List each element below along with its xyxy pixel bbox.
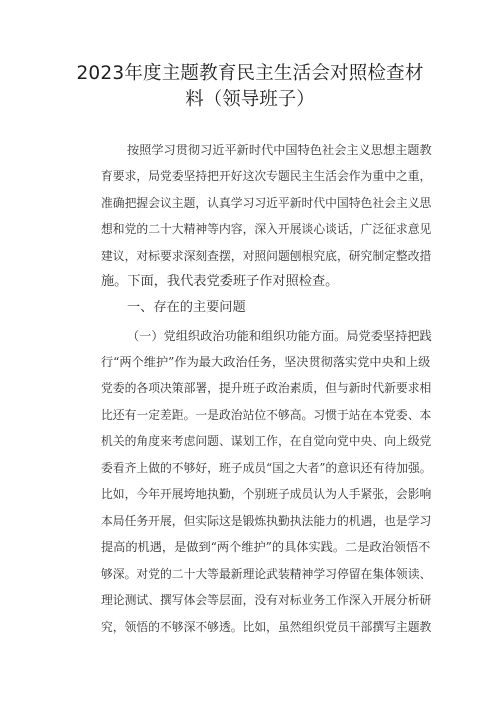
document-title-line-2: 料（领导班子）	[185, 89, 315, 110]
paragraph-2-line-3: 党委的各项决策部署，提升班子政治素质，但与新时代新要求相	[101, 381, 432, 395]
paragraph-2-line-1: （一）党组织政治功能和组织功能方面。局党委坚持把践	[127, 329, 432, 343]
paragraph-2-line-7: 比如，今年开展垮地执勤，个别班子成员认为人手紧张，会影响	[101, 487, 432, 501]
paragraph-2-line-2: 行“两个维护”作为最大政治任务，坚决贯彻落实党中央和上级	[101, 355, 431, 369]
paragraph-1-line-5: 建议，对标要求深刻查摆，对照问题刨根究底，研究制定整改措	[101, 249, 432, 263]
paragraph-1-line-3: 准确把握会议主题，认真学习习近平新时代中国特色社会主义思	[101, 196, 432, 210]
paragraph-1-line-2: 育要求，局党委坚持把开好这次专题民主生活会作为重中之重，	[101, 169, 432, 183]
paragraph-2-line-8: 本局任务开展，但实际这是锻炼执勤执法能力的机遇，也是学习	[101, 514, 432, 528]
paragraph-2-line-6: 委看齐上做的不够好，班子成员“国之大者”的意识还有待加强。	[101, 461, 432, 475]
paragraph-2-line-5: 机关的角度来考虑问题、谋划工作，在自觉向党中央、向上级党	[101, 434, 432, 448]
paragraph-1-line-4: 想和党的二十大精神等内容，深入开展谈心谈话，广泛征求意见	[101, 222, 432, 236]
paragraph-2-line-12: 究，领悟的不够深不够透。比如，虽然组织党员干部撰写主题教	[101, 620, 432, 634]
document-title-line-1: 2023年度主题教育民主生活会对照检查材	[76, 63, 424, 84]
paragraph-2-line-10: 够深。对党的二十大等最新理论武装精神学习停留在集体领读、	[101, 567, 432, 581]
paragraph-1-line-1: 按照学习贯彻习近平新时代中国特色社会主义思想主题教	[127, 143, 432, 157]
paragraph-2-line-11: 理论测试、撰写体会等层面，没有对标业务工作深入开展分析研	[101, 593, 432, 607]
paragraph-2-line-9: 提高的机遇，是做到“两个维护”的具体实践。二是政治领悟不	[101, 540, 431, 554]
paragraph-2-line-4: 比还有一定差距。一是政治站位不够高。习惯于站在本党委、本	[101, 408, 432, 422]
section-heading: 一、存在的主要问题	[127, 300, 246, 315]
paragraph-1-line-6: 施。下面，我代表党委班子作对照检查。	[101, 274, 339, 289]
